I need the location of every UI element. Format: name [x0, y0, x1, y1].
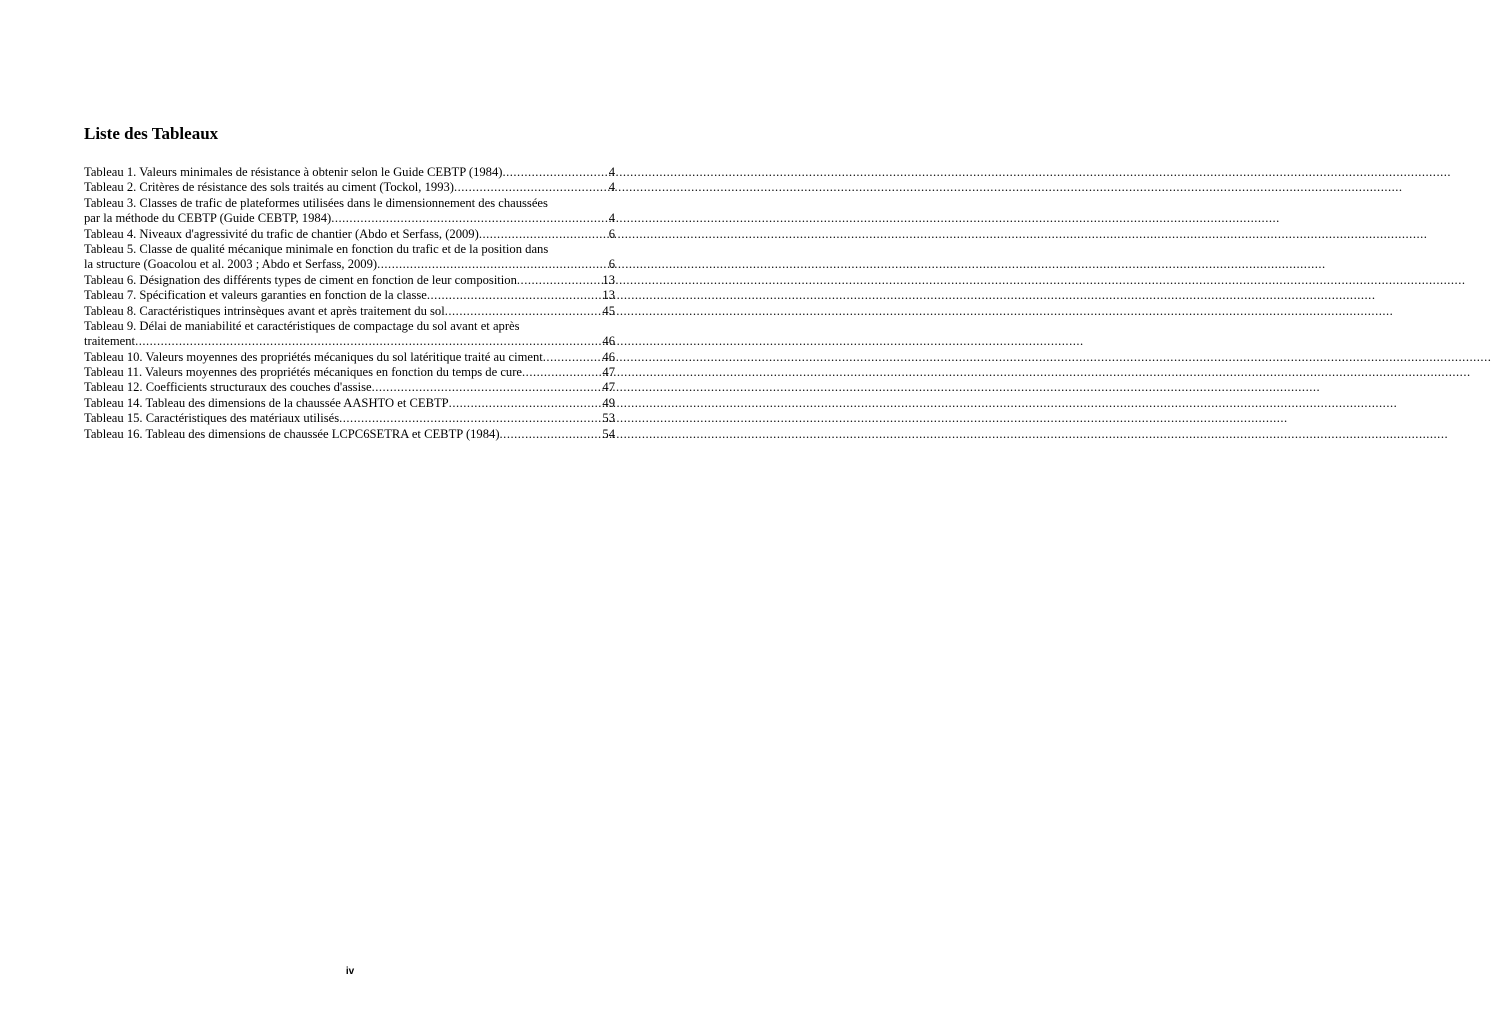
toc-entry-page-number: 13	[602, 288, 615, 303]
toc-entry[interactable]	[84, 319, 615, 350]
toc-entry-line	[84, 273, 615, 288]
toc-entry-line	[84, 350, 615, 365]
toc-entry-page-number: 6	[608, 257, 615, 272]
toc-entry-title: Tableau 1. Valeurs minimales de résistance à obtenir selon le Guide CEBTP (1984)	[84, 165, 503, 179]
toc-entry[interactable]	[84, 180, 615, 195]
dot-leader	[543, 350, 602, 365]
toc-entry[interactable]	[84, 196, 615, 227]
toc-entry-line	[84, 211, 615, 226]
toc-entry-title: traitement	[84, 334, 136, 349]
toc-entry-page-number: 6	[608, 226, 615, 241]
dot-leader	[454, 180, 608, 195]
toc-entry-title: par la méthode du CEBTP (Guide CEBTP, 1984)	[84, 211, 332, 226]
toc-entry[interactable]	[84, 380, 615, 395]
toc-entry[interactable]	[84, 411, 615, 426]
toc-entry[interactable]	[84, 288, 615, 303]
toc-entry-page-number: 47	[602, 365, 615, 380]
toc-entry-line	[84, 165, 615, 180]
dot-leader	[522, 365, 601, 380]
list-of-tables	[84, 165, 615, 442]
toc-entry-page-number: 13	[602, 272, 615, 287]
toc-entry-line	[84, 427, 615, 442]
toc-entry-title: Tableau 3. Classes de trafic de plateformes utilisées dans le dimensionnement des chaussées	[84, 195, 548, 210]
toc-entry-line	[84, 288, 615, 303]
toc-entry-title: Tableau 8. Caractéristiques intrinsèques avant et après traitement du sol	[84, 303, 445, 318]
toc-entry-line	[84, 365, 615, 380]
toc-entry-title: Tableau 7. Spécification et valeurs garanties en fonction de la classe	[84, 288, 427, 303]
toc-entry-title: Tableau 9. Délai de maniabilité et caractéristiques de compactage du sol avant et après	[84, 318, 520, 333]
page-number: iv	[345, 966, 355, 977]
toc-entry-page-number: 46	[602, 349, 615, 364]
toc-entry-page-number: 53	[602, 411, 615, 426]
dot-leader	[372, 380, 602, 395]
toc-entry[interactable]	[84, 227, 615, 242]
dot-leader	[135, 334, 601, 349]
toc-entry-title: Tableau 2. Critères de résistance des sols traités au ciment (Tockol, 1993)	[84, 180, 454, 195]
dot-leader	[339, 411, 601, 426]
toc-entry-line	[84, 396, 615, 411]
toc-entry-page-number: 54	[602, 426, 615, 441]
toc-entry-title: Tableau 10. Valeurs moyennes des propriétés mécaniques du sol latéritique traité au ciment	[84, 349, 543, 364]
toc-entry-title: la structure (Goacolou et al. 2003 ; Abdo et Serfass, 2009)	[84, 257, 378, 272]
toc-entry[interactable]	[84, 396, 615, 411]
toc-entry[interactable]	[84, 427, 615, 442]
toc-entry-page-number: 4	[608, 180, 615, 195]
toc-entry-page-number: 4	[608, 165, 615, 179]
dot-leader	[445, 304, 602, 319]
dot-leader	[449, 396, 602, 411]
toc-entry-line	[84, 180, 615, 195]
toc-entry-page-number: 45	[602, 303, 615, 318]
toc-entry-title: Tableau 5. Classe de qualité mécanique minimale en fonction du trafic et de la position dans	[84, 241, 549, 256]
document-page	[0, 0, 700, 1028]
toc-entry[interactable]	[84, 304, 615, 319]
toc-entry-line	[84, 380, 615, 395]
dot-leader	[331, 211, 608, 226]
toc-entry[interactable]	[84, 242, 615, 273]
toc-entry-title: Tableau 6. Désignation des différents types de ciment en fonction de leur composition	[84, 272, 517, 287]
toc-entry-line	[84, 257, 615, 272]
toc-entry-title: Tableau 4. Niveaux d'agressivité du trafic de chantier (Abdo et Serfass, (2009)	[84, 226, 479, 241]
dot-leader	[427, 288, 602, 303]
dot-leader	[479, 227, 608, 242]
toc-entry-line	[84, 304, 615, 319]
dot-leader	[502, 165, 607, 180]
toc-entry-title: Tableau 15. Caractéristiques des matériaux utilisés	[84, 411, 340, 426]
toc-entry[interactable]	[84, 365, 615, 380]
page-title: Liste des Tableaux	[84, 124, 219, 143]
toc-entry-page-number: 47	[602, 380, 615, 395]
toc-entry[interactable]	[84, 165, 615, 180]
toc-entry-line	[84, 411, 615, 426]
toc-entry-title: Tableau 11. Valeurs moyennes des propriétés mécaniques en fonction du temps de cure	[84, 365, 523, 380]
toc-entry-title: Tableau 12. Coefficients structuraux des couches d'assise	[84, 380, 372, 395]
toc-entry-line	[84, 334, 615, 349]
toc-entry-page-number: 4	[608, 211, 615, 226]
toc-entry-title: Tableau 16. Tableau des dimensions de chaussée LCPC6SETRA et CEBTP (1984)	[84, 426, 500, 441]
dot-leader	[377, 257, 608, 272]
toc-entry-title: Tableau 14. Tableau des dimensions de la chaussée AASHTO et CEBTP	[84, 395, 449, 410]
toc-entry[interactable]	[84, 273, 615, 288]
dot-leader	[500, 427, 602, 442]
toc-entry-line	[84, 227, 615, 242]
toc-entry-page-number: 46	[602, 334, 615, 349]
toc-entry[interactable]	[84, 350, 615, 365]
toc-entry-page-number: 49	[602, 395, 615, 410]
dot-leader	[517, 273, 602, 288]
